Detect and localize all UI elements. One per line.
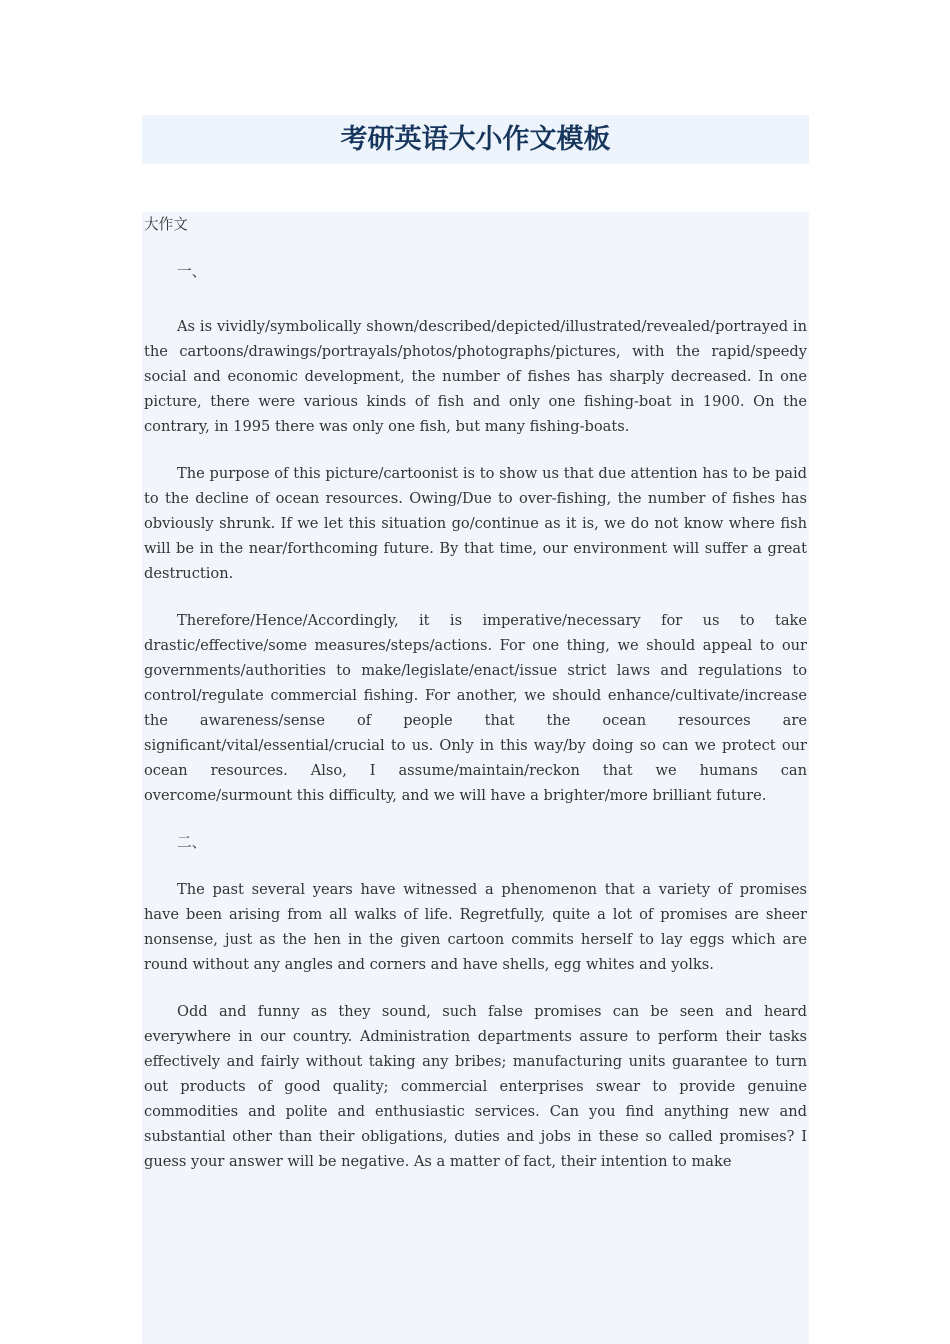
document-title: 考研英语大小作文模板 (340, 124, 611, 155)
paragraph-5: Odd and funny as they sound, such false promises can be seen and heard everywhere in our country. Administration departments assure to perform their tasks effectively and fairly without taking any bribes; manufacturing units guarantee to turn out products of good quality; commercial enterprises swear to provide genuine commodities and polite and enthusiastic services. Can you find anything new and substantial other than their obligations, duties and jobs in these so called promises? I guess your answer will be negative. As a matter of fact, their intention to make (144, 1003, 807, 1170)
paragraph-3: Therefore/Hence/Accordingly, it is imperative/necessary for us to take drastic/effective/some measures/steps/actions. For one thing, we should appeal to our governments/authorities to make/legislate/enact/issue strict laws and regulations to control/regulate commercial fishing. For another, we should enhance/cultivate/increase the awareness/sense of people that the ocean resources are significant/vital/essential/crucial to us. Only in this way/by doing so can we protect our ocean resources. Also, I assume/maintain/reckon that we humans can overcome/surmount this difficulty, and we will have a brighter/more brilliant future. (144, 612, 807, 804)
title-banner (142, 115, 809, 164)
paragraph-4: The past several years have witnessed a phenomenon that a variety of promises have been arising from all walks of life. Regretfully, quite a lot of promises are sheer nonsense, just as the hen in the given cartoon commits herself to lay eggs which are round without any angles and corners and have shells, egg whites and yolks. (144, 881, 807, 973)
part1-label: 一、 (177, 263, 207, 280)
article-body (142, 212, 809, 1174)
paragraph-1: As is vividly/symbolically shown/described/depicted/illustrated/revealed/portrayed in the cartoons/drawings/portrayals/photos/photographs/pictures, with the rapid/speedy social and economic development, the number of fishes has sharply decreased. In one picture, there were various kinds of fish and only one fishing-boat in 1900. On the contrary, in 1995 there was only one fish, but many fishing-boats. (144, 318, 807, 435)
section-heading: 大作文 (144, 216, 188, 233)
content-area (142, 212, 809, 1344)
paragraph-2: The purpose of this picture/cartoonist is to show us that due attention has to be paid to the decline of ocean resources. Owing/Due to over-fishing, the number of fishes has obviously shrunk. If we let this situation go/continue as it is, we do not know where fish will be in the near/forthcoming future. By that time, our environment will suffer a great destruction. (144, 465, 807, 582)
part2-label: 二、 (177, 834, 207, 851)
